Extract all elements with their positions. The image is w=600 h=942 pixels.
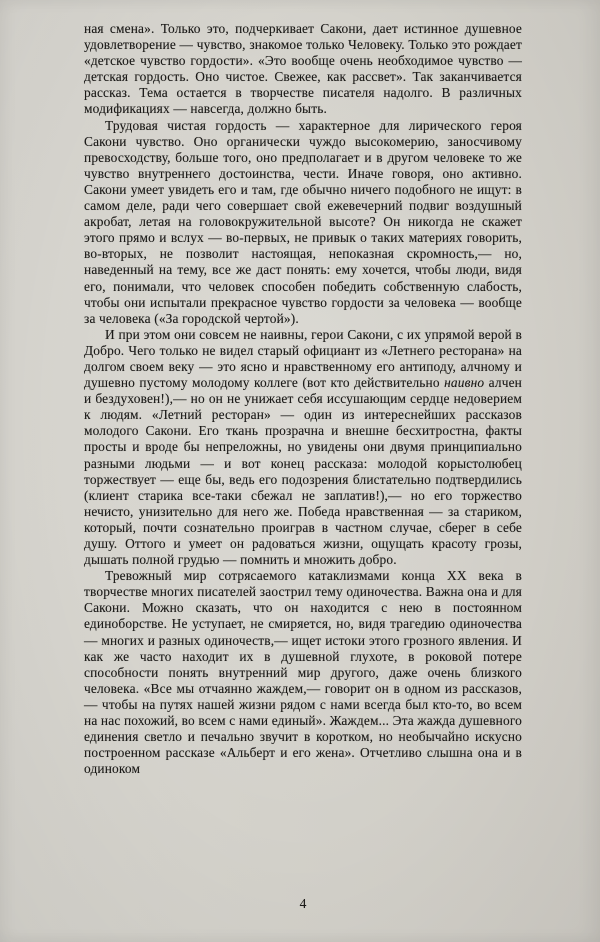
body-text: Трудовая чистая гордость — характерное для лирического героя Сакони чувство. Оно органически чуждо высокомерию, заносчивому превосходству, больше того, оно предполагает и в другом человеке то же чувство внутреннего достоинства, чести. Иначе говоря, оно активно. Сакони умеет увидеть его и там, где обычно ничего подобного не ищут: в самом деле, ради чего совершает свой ежевечерний подвиг воздушный акробат, летая на головокружительной высоте? Он никогда не скажет этого прямо и вслух — во-первых, не привык о таких материях говорить, во-вторых, не позволит настоящая, непоказная скромность,— но, наведенный на тему, все же даст понять: ему хочется, чтобы люди, видя его, понимали, что человек способен победить собственную слабость, чтобы они испытали прекрасное чувство гордости за человека — вообще за человека («За городской чертой»). [84, 117, 522, 326]
page-number: 4 [299, 896, 307, 911]
text-block [84, 21, 522, 777]
paragraph [84, 21, 522, 118]
paragraph [84, 118, 522, 327]
body-text: ная смена». Только это, подчеркивает Сакони, дает истинное душевное удовлетворение — чувство, знакомое только Человеку. Только это рождает «детское чувство гордости». «Это вообще очень необходимое чувство — детская гордость. Оно чистое. Свежее, как рассвет». Так заканчивается рассказ. Тема остается в творчестве писателя надолго. В различных модификациях — навсегда, должно быть. [84, 21, 522, 117]
paragraph [84, 568, 522, 777]
body-text: алчен и бездуховен!),— но он не унижает себя иссушающим сердце недоверием к людям. «Летний ресторан» — один из интереснейших рассказов молодого Сакони. Его ткань прозрачна и внешне бесхитростна, факты просты и вроде бы непреложны, но увидены они двумя принципиально разными людьми — и вот конец рассказа: молодой корыстолюбец торжествует — еще бы, ведь его подозрения блистательно подтвердились (клиент старика все-таки сбежал не заплатив!),— но его торжество нечисто, унизительно для него же. Победа нравственная — за стариком, который, почти сознательно проиграв в частном случае, сберег в себе душу. Оттого и умеет он радоваться жизни, ощущать красоту грозы, дышать полной грудью — помнить и множить добро. [84, 375, 522, 568]
body-text: И при этом они совсем не наивны, герои Сакони, с их упрямой верой в Добро. Чего только не видел старый официант из «Летнего ресторана» на долгом своем веку — это ясно и нравственному его антиподу, алчному и душевно пустому молодому коллеге (вот кто действительно [84, 326, 522, 391]
emphasized-text: наивно [444, 375, 485, 391]
paragraph [84, 327, 522, 568]
body-text: Тревожный мир сотрясаемого катаклизмами конца XX века в творчестве многих писателей заострил тему одиночества. Важна она и для Сакони. Можно сказать, что он находится с нею в постоянном единоборстве. Не уступает, не смиряется, но, видя трагедию одиночества — многих и разных одиночеств,— ищет истоки этого грозного явления. И как же часто находит их в душевной глухоте, в роковой потере способности понять внутренний мир другого, даже очень близкого человека. «Все мы отчаянно жаждем,— говорит он в одном из рассказов,— чтобы на путях нашей жизни рядом с нами всегда был кто-то, во всем на нас похожий, во всем с нами единый». Жаждем... Эта жажда душевного единения светло и печально звучит в коротком, но необычайно искусно построенном рассказе «Альберт и его жена». Отчетливо слышна она и в одиноком [84, 568, 522, 777]
